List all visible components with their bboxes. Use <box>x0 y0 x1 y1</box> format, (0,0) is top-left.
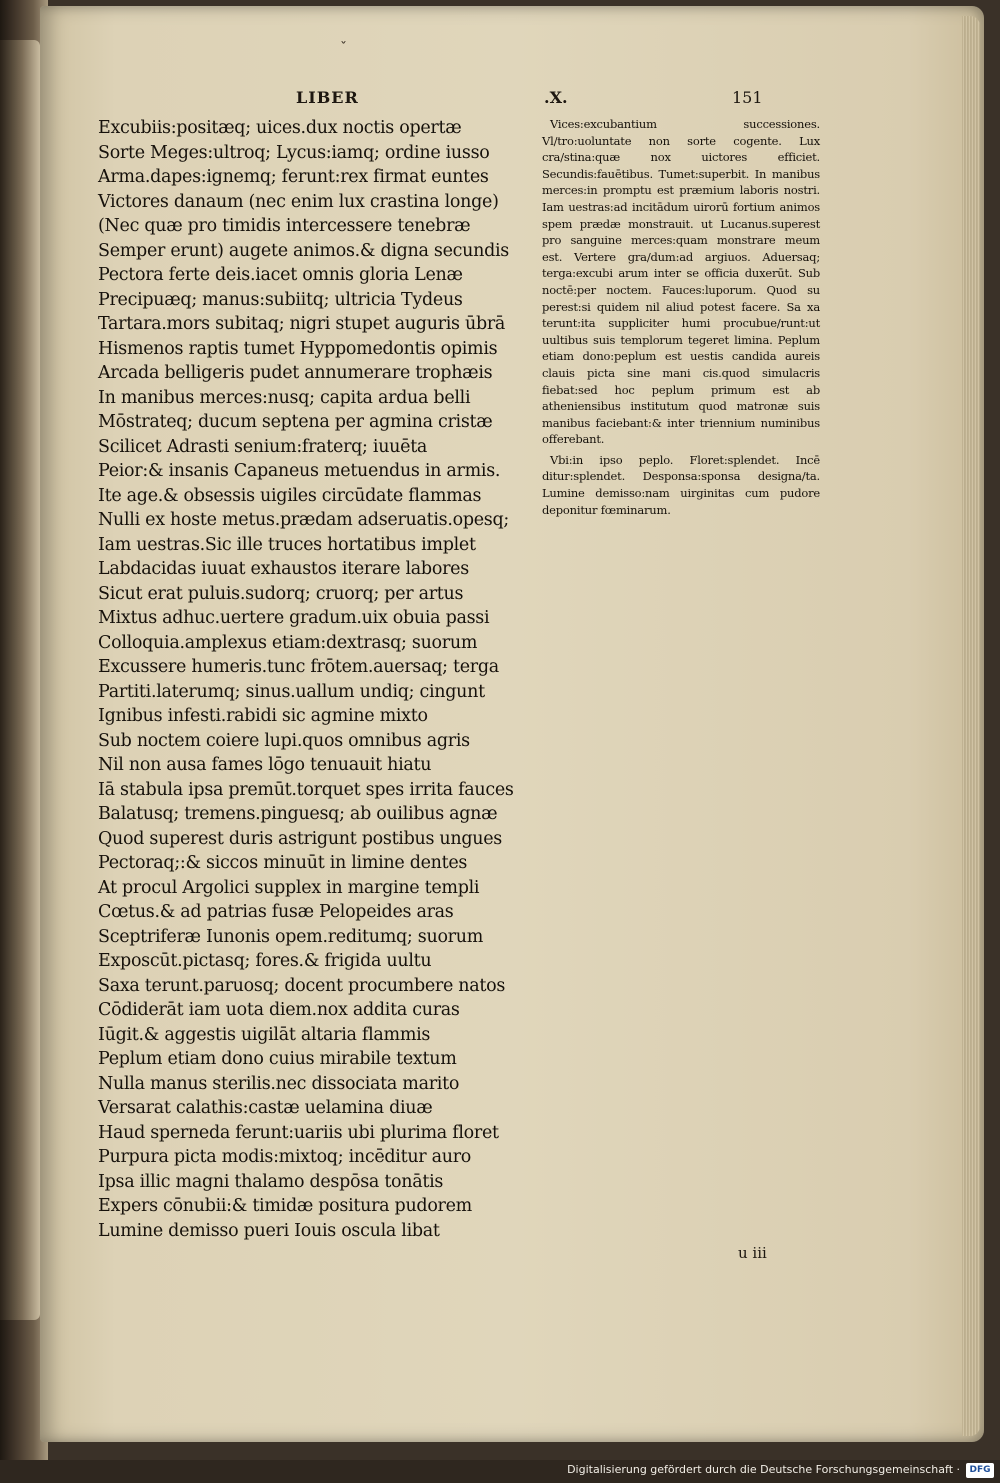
poem-line: Nulli ex hoste metus.prædam adseruatis.opesq; <box>98 510 509 530</box>
running-head-book-number: .X. <box>544 88 568 107</box>
running-head-liber: LIBER <box>296 88 359 107</box>
poem-line: Labdacidas iuuat exhaustos iterare labores <box>98 559 469 579</box>
poem-line: Mōstrateq; ducum septena per agmina cristæ <box>98 412 493 432</box>
poem-line: Nil non ausa fames lōgo tenuauit hiatu <box>98 755 432 775</box>
dfg-logo-icon: DFG <box>966 1463 994 1478</box>
poem-line: Victores danaum (nec enim lux crastina longe) <box>98 191 499 212</box>
poem-line: Pectoraq;:& siccos minuūt in limine dentes <box>98 853 468 873</box>
poem-text-column <box>98 116 518 1243</box>
poem-line: Tartara.mors subitaq; nigri stupet auguris ūbrā <box>98 314 506 334</box>
poem-line: Ipsa illic magni thalamo despōsa tonātis <box>98 1171 444 1192</box>
poem-line: Ite age.& obsessis uigiles circūdate flammas <box>98 485 482 506</box>
poem-line: At procul Argolici supplex in margine templi <box>98 877 480 898</box>
top-mark-icon: ˇ <box>340 40 347 56</box>
digitization-footer <box>0 1460 1000 1483</box>
poem-line: Scilicet Adrasti senium:fraterq; iuuēta <box>98 436 428 457</box>
poem-line: Excubiis:positæq; uices.dux noctis opertæ <box>98 118 462 138</box>
poem-line: Versarat calathis:castæ uelamina diuæ <box>98 1098 433 1118</box>
poem-line: Sceptriferæ Iunonis opem.reditumq; suorum <box>98 926 484 947</box>
poem-line: Sicut erat puluis.sudorq; cruorq; per artus <box>98 583 464 604</box>
signature-mark: u iii <box>738 1244 767 1262</box>
poem-line: Iūgit.& aggestis uigilāt altaria flammis <box>98 1024 431 1045</box>
poem-line: Exposcūt.pictasq; fores.& frigida uultu <box>98 951 432 971</box>
poem-line: Mixtus adhuc.uertere gradum.uix obuia passi <box>98 608 490 628</box>
commentary-paragraph: Vices:excubantium successiones. Vl/tro:uoluntate non sorte cogente. Lux cra/stina:quæ nox uictores efficiet. Secundis:fauētibus. Tumet:superbit. In manibus merces:in promptu est præmium laboris nostri. Iam uestras:ad incitādum uirorū fortium animos spem prædæ monstrauit. ut Lucanus.superest pro sanguine merces:quam monstrare meum est. Vertere gra/dum:ad argiuos. Aduersaq; terga:excubi arum inter se officia duxerūt. Sub noctē:per noctem. Fauces:luporum. Quod su perest:si quidem nil aliud potest facere. Sa xa terunt:ita suppliciter humi procubue/runt:ut uultibus suis templorum tegeret limina. Peplum etiam dono:peplum est uestis candida aureis clauis picta sine mani cis.quod simulacris fiebat:sed hoc peplum primum est ab atheniensibus institutum quod matronæ suis manibus faciebant:& inter triennium numinibus offerebant. <box>542 117 820 447</box>
poem-line: Quod superest duris astrigunt postibus ungues <box>98 828 502 849</box>
facing-page-edge <box>0 40 40 1320</box>
poem-line: In manibus merces:nusq; capita ardua belli <box>98 387 471 408</box>
poem-line: Peior:& insanis Capaneus metuendus in armis. <box>98 461 501 481</box>
poem-line: Balatusq; tremens.pinguesq; ab ouilibus agnæ <box>98 804 498 824</box>
poem-line: Purpura picta modis:mixtoq; incēditur auro <box>98 1147 472 1167</box>
poem-line: Nulla manus sterilis.nec dissociata marito <box>98 1073 460 1094</box>
poem-line: Colloquia.amplexus etiam:dextrasq; suorum <box>98 632 478 653</box>
poem-line: Peplum etiam dono cuius mirabile textum <box>98 1049 457 1069</box>
page-stack-edge <box>962 16 980 1436</box>
poem-line: Cœtus.& ad patrias fusæ Pelopeides aras <box>98 902 454 922</box>
poem-line: Sub noctem coiere lupi.quos omnibus agris <box>98 730 470 751</box>
poem-line: Semper erunt) augete animos.& digna secundis <box>98 240 509 261</box>
poem-line: Expers cōnubii:& timidæ positura pudorem <box>98 1196 472 1216</box>
poem-line: Ignibus infesti.rabidi sic agmine mixto <box>98 706 428 726</box>
poem-line: Haud sperneda ferunt:uariis ubi plurima floret <box>98 1122 499 1143</box>
poem-line: Cōdiderāt iam uota diem.nox addita curas <box>98 1000 460 1020</box>
poem-line: Sorte Meges:ultroq; Lycus:iamq; ordine iusso <box>98 142 490 163</box>
poem-line: Arcada belligeris pudet annumerare trophæis <box>98 363 493 383</box>
poem-line: Pectora ferte deis.iacet omnis gloria Lenæ <box>98 265 463 285</box>
poem-line: Partiti.laterumq; sinus.uallum undiq; cingunt <box>98 681 485 702</box>
commentary-paragraph: Vbi:in ipso peplo. Floret:splendet. Incē ditur:splendet. Desponsa:sponsa designa/ta. Lumine demisso:nam uirginitas cum pudore deponitur fœminarum. <box>542 452 820 517</box>
poem-line: Hismenos raptis tumet Hyppomedontis opimis <box>98 338 498 359</box>
poem-line: Lumine demisso pueri Iouis oscula libat <box>98 1220 440 1241</box>
poem-line: Saxa terunt.paruosq; docent procumbere natos <box>98 975 506 996</box>
poem-line: Excussere humeris.tunc frōtem.auersaq; terga <box>98 657 499 677</box>
poem-line: (Nec quæ pro timidis intercessere tenebræ <box>98 216 471 236</box>
footer-credit-text: Digitalisierung gefördert durch die Deutsche Forschungsgemeinschaft · <box>567 1463 960 1476</box>
poem-line: Iā stabula ipsa premūt.torquet spes irrita fauces <box>98 779 514 800</box>
poem-line: Iam uestras.Sic ille truces hortatibus implet <box>98 534 476 555</box>
folio-number: 151 <box>732 88 763 107</box>
commentary-column <box>542 116 820 522</box>
poem-line: Precipuæq; manus:subiitq; ultricia Tydeus <box>98 289 463 310</box>
poem-line: Arma.dapes:ignemq; ferunt:rex firmat euntes <box>98 167 489 187</box>
